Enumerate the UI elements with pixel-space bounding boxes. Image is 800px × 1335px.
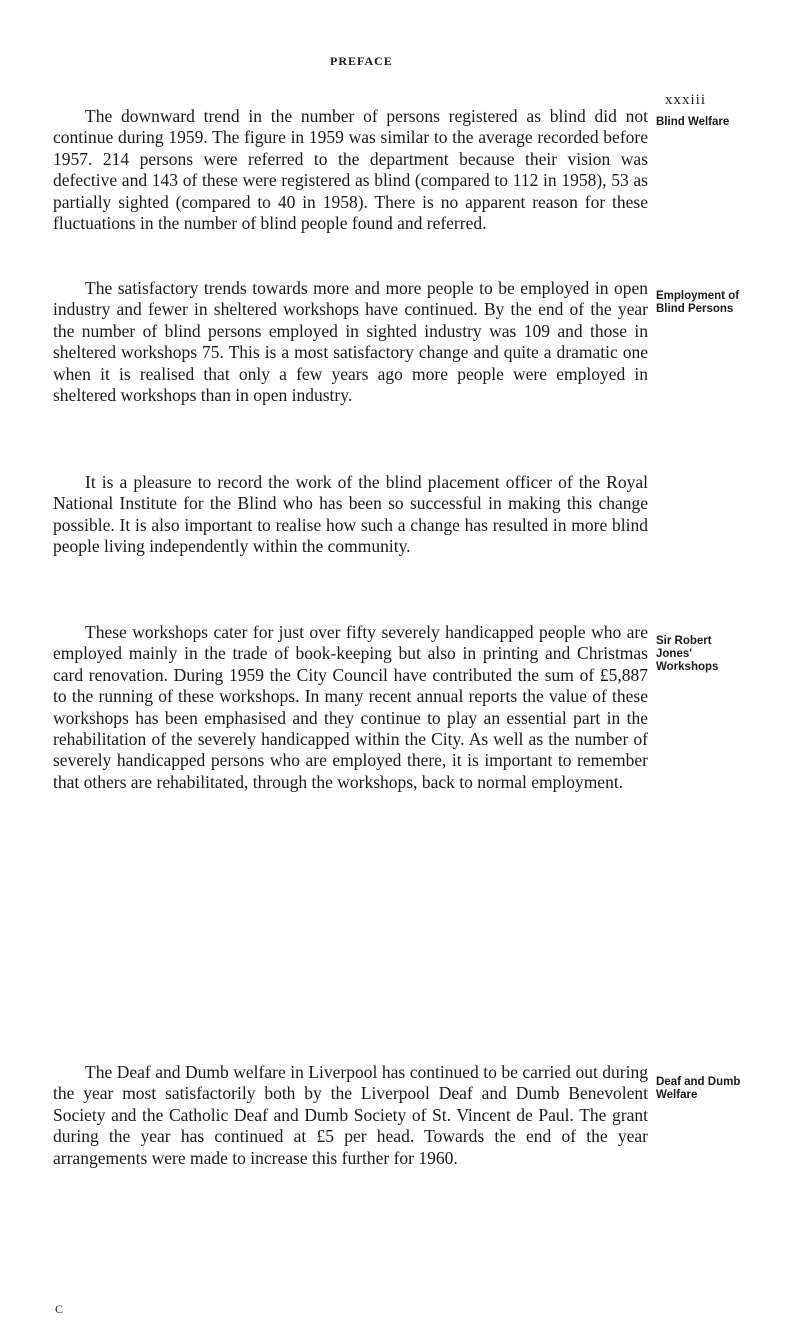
paragraph-blind-registration: The downward trend in the number of persons registered as blind did not continue during 1959. The figure in 1959 was similar to the average recorded before 1957. 214 persons were referred to the department because their vision was defective and 143 of these were registered as blind (compared to 112 in 1958), 53 as partially sighted (compared to 40 in 1958). There is no apparent reason for these fluctuations in the number of blind people found and referred.: [53, 106, 648, 234]
margin-note-blind-welfare: Blind Welfare: [656, 116, 730, 128]
signature-mark: C: [55, 1302, 64, 1316]
paragraph-placement-officer: It is a pleasure to record the work of the blind placement officer of the Royal National Institute for the Blind who has been so successful in making this change possible. It is also important to realise how such a change has resulted in more blind people living independently within the community.: [53, 472, 648, 557]
running-header: PREFACE: [330, 54, 393, 68]
margin-note-workshops: Sir Robert Jones' Workshops: [656, 635, 719, 673]
paragraph-deaf-dumb-welfare: The Deaf and Dumb welfare in Liverpool has continued to be carried out during the year most satisfactorily both by the Liverpool Deaf and Dumb Benevolent Society and the Catholic Deaf and Dumb Society of St. Vincent de Paul. The grant during the year has continued at £5 per head. Towards the end of the year arrangements were made to increase this further for 1960.: [53, 1062, 648, 1168]
paragraph-workshops: These workshops cater for just over fifty severely handicapped people who are employed mainly in the trade of book-keeping but also in printing and Christmas card renovation. During 1959 the City Council have contributed the sum of £5,887 to the running of these workshops. In many recent annual reports the value of these workshops has been emphasised and they continue to play an essential part in the rehabilitation of the severely handicapped within the City. As well as the number of severely handicapped persons who are employed there, it is important to remember that others are rehabilitated, through the workshops, back to normal employment.: [53, 622, 648, 792]
margin-note-employment: Employment of Blind Persons: [656, 290, 740, 315]
page-number: xxxiii: [665, 92, 707, 108]
paragraph-employment-trends: The satisfactory trends towards more and more people to be employed in open industry and fewer in sheltered workshops have continued. By the end of the year the number of blind persons employed in sighted industry was 109 and those in sheltered workshops 75. This is a most satisfactory change and quite a dramatic one when it is realised that only a few years ago more people were employed in sheltered workshops than in open industry.: [53, 278, 648, 406]
margin-note-deaf-dumb: Deaf and Dumb Welfare: [656, 1076, 741, 1101]
